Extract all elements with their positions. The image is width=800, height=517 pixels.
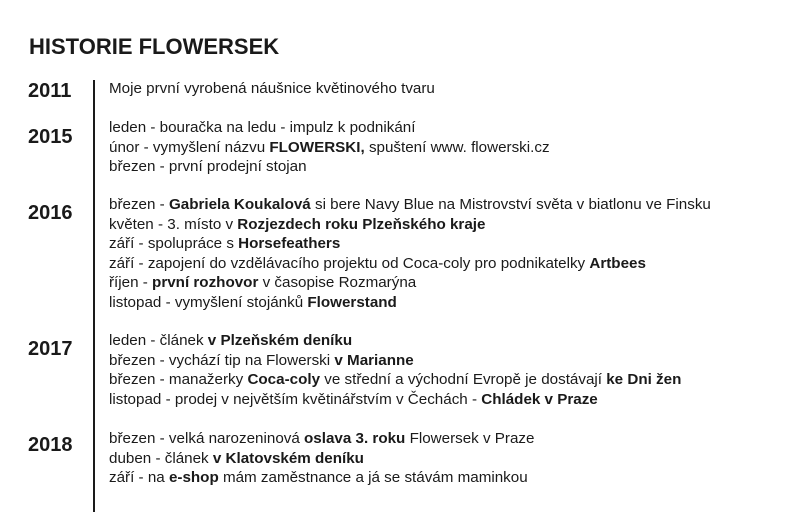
entry-text: listopad - prodej v největším květinářstvím v Čechách -	[109, 390, 482, 408]
year-label: 2018	[28, 434, 73, 456]
entry-highlight: v Marianne	[334, 351, 414, 369]
entry-highlight: Chládek v Praze	[481, 390, 598, 408]
entry-text: v časopise Rozmarýna	[258, 274, 417, 292]
entry-text: březen -	[109, 196, 169, 213]
entry-text: únor - vymyšlení názvu	[109, 138, 270, 156]
entry-text: Flowersek v Praze	[405, 430, 535, 447]
entry-text: září - zapojení do vzdělávacího projektu od Coca-coly pro podnikatelky	[109, 254, 590, 272]
entry-line	[109, 273, 789, 293]
entry-highlight: Coca-coly	[247, 371, 321, 389]
year-label: 2015	[28, 126, 73, 148]
entry-line	[109, 331, 789, 351]
entry-highlight: Artbees	[589, 254, 646, 272]
entry-line	[109, 118, 789, 138]
entry-highlight: Flowerstand	[307, 293, 397, 311]
entry-text: březen - manažerky	[109, 371, 248, 389]
entry-text: březen - vychází tip na Flowerski	[109, 351, 335, 369]
entry-line	[109, 351, 789, 371]
year-entries	[109, 195, 789, 313]
entry-text: březen - první prodejní stojan	[109, 158, 307, 176]
entry-highlight: oslava 3. roku	[304, 430, 406, 447]
entry-line	[109, 390, 789, 410]
entry-text: duben - článek	[109, 449, 213, 467]
entry-line	[109, 370, 789, 390]
year-label: 2017	[28, 338, 73, 360]
entry-text: březen - velká narozeninová	[109, 430, 305, 447]
entry-highlight: v Plzeňském deníku	[207, 332, 353, 349]
entry-line	[109, 449, 789, 469]
entry-text: listopad - vymyšlení stojánků	[109, 293, 308, 311]
entry-line	[109, 293, 789, 313]
entry-line	[109, 138, 789, 158]
year-label: 2011	[28, 80, 72, 102]
year-label: 2016	[28, 202, 73, 224]
year-entries	[109, 429, 789, 488]
entry-text: říjen -	[109, 274, 153, 292]
entry-highlight: Horsefeathers	[238, 235, 341, 253]
entry-text: mám zaměstnance a já se stávám maminkou	[218, 469, 528, 487]
entry-highlight: Rozjezdech roku Plzeňského kraje	[237, 215, 486, 233]
entry-line	[109, 254, 789, 274]
entry-line	[109, 468, 789, 488]
entry-line	[109, 157, 789, 177]
entry-text: září - na	[109, 469, 169, 487]
timeline-line	[93, 80, 95, 512]
year-entries	[109, 118, 789, 177]
entry-highlight: FLOWERSKI,	[269, 138, 365, 156]
entry-text: září - spolupráce s	[109, 235, 239, 253]
entry-highlight: ke Dni žen	[606, 371, 682, 389]
entry-text: Moje první vyrobená náušnice květinového tvaru	[109, 80, 435, 97]
entry-text: ve střední a východní Evropě je dostávají	[320, 371, 607, 389]
year-entries	[109, 79, 789, 99]
entry-line	[109, 215, 789, 235]
entry-line	[109, 234, 789, 254]
entry-line	[109, 429, 789, 449]
entry-text: spuštení www. flowerski.cz	[364, 138, 550, 156]
entry-text: květen - 3. místo v	[109, 215, 238, 233]
entry-highlight: e-shop	[168, 469, 219, 487]
entry-highlight: Gabriela Koukalová	[168, 196, 311, 213]
entry-highlight: v Klatovském deníku	[212, 449, 364, 467]
entry-text: leden - článek	[109, 332, 208, 349]
page-title: HISTORIE FLOWERSEK	[29, 34, 280, 59]
year-entries	[109, 331, 789, 409]
entry-line	[109, 195, 789, 215]
entry-text: si bere Navy Blue na Mistrovství světa v biatlonu ve Finsku	[310, 196, 711, 213]
entry-text: leden - bouračka na ledu - impulz k podnikání	[109, 119, 416, 136]
entry-line	[109, 79, 789, 99]
entry-highlight: první rozhovor	[152, 274, 259, 292]
